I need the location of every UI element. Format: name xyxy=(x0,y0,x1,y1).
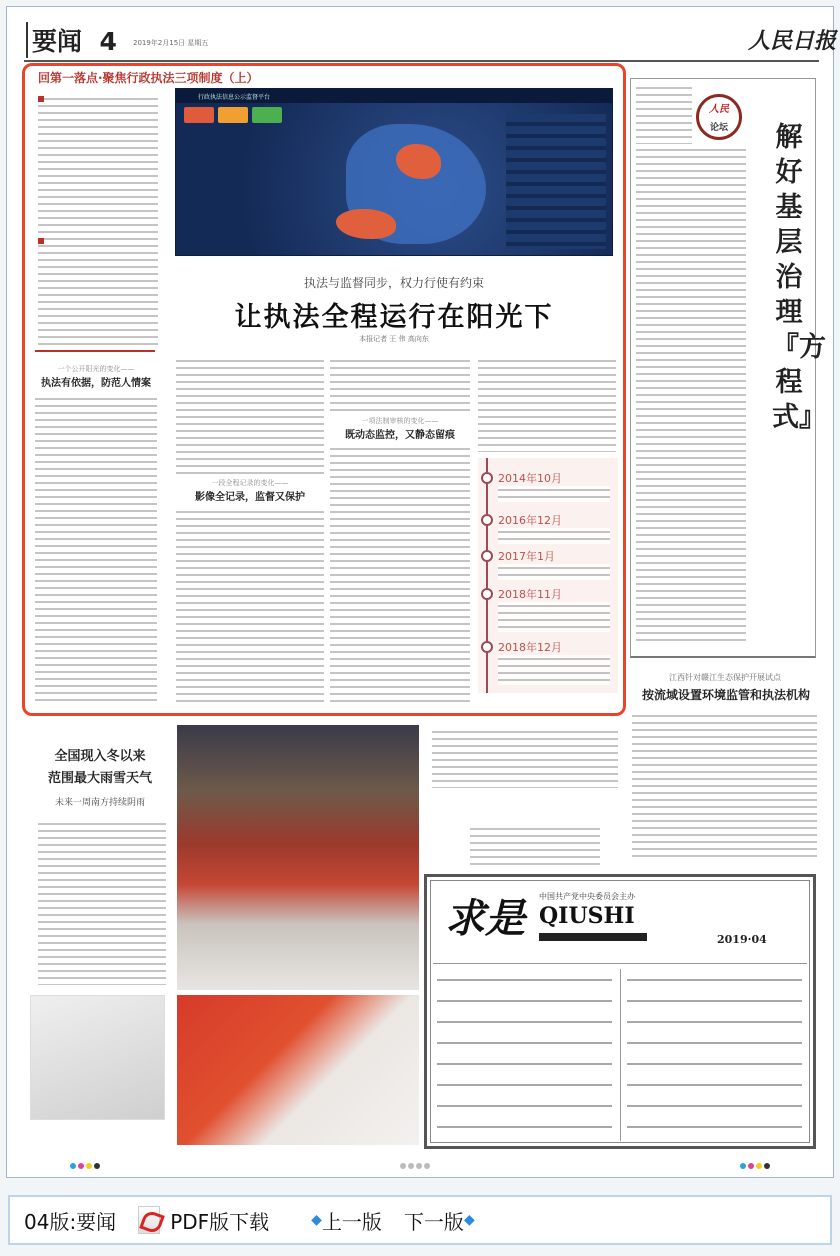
body-text xyxy=(432,728,618,788)
arrow-left-icon: ◆ xyxy=(311,1212,322,1228)
commentary-badge-icon: 人民 论坛 xyxy=(696,94,742,140)
subhead-text: 既动态监控，又静态留痕 xyxy=(345,430,455,441)
section-title: 要闻 4 xyxy=(26,22,117,58)
qiushi-ad xyxy=(424,874,816,1149)
timeline-date: 2018年12月 xyxy=(498,641,562,654)
subhead-kicker: 一段全程记录的变化—— xyxy=(211,479,289,487)
timeline-date: 2014年10月 xyxy=(498,472,562,485)
color-registration-marks xyxy=(400,1154,432,1173)
masthead-logo: 人民日报 xyxy=(748,28,837,54)
map-title: 行政执法信息公示监督平台 xyxy=(176,89,612,103)
timeline-date: 2017年1月 xyxy=(498,550,555,563)
body-text xyxy=(38,820,166,985)
issue-date: 2019年2月15日 星期五 xyxy=(133,39,209,47)
snow-photo xyxy=(30,995,165,1120)
timeline-date: 2016年12月 xyxy=(498,514,562,527)
next-label: 下一版 xyxy=(403,1209,464,1234)
contents-list xyxy=(627,971,802,1139)
qiushi-issue: 2019·04 xyxy=(717,933,767,946)
subhead-kicker: 一个公开阳光的变化—— xyxy=(57,365,135,373)
feature-byline: 本报记者 王 伟 高向东 xyxy=(359,335,429,343)
body-text xyxy=(636,146,746,646)
highlight-frame[interactable] xyxy=(22,63,626,716)
jiangxi-title: 按流域设置环境监管和执法机构 xyxy=(641,688,810,702)
feature-title: 让执法全程运行在阳光下 xyxy=(234,302,554,333)
qiushi-name: QIUSHI xyxy=(539,903,635,929)
qiushi-banner xyxy=(539,933,647,941)
subhead-text: 影像全记录，监督又保护 xyxy=(195,492,305,503)
lanterns-snow-photo xyxy=(177,995,419,1145)
body-text xyxy=(632,712,817,860)
prev-page-link[interactable] xyxy=(311,1206,382,1235)
color-registration-marks xyxy=(70,1154,102,1173)
next-page-link[interactable] xyxy=(404,1206,475,1235)
feature-subtitle: 执法与监督同步，权力行使有约束 xyxy=(303,276,484,290)
commentary-title: 解好基层治理『方程式』 xyxy=(772,122,826,433)
arrow-right-icon: ◆ xyxy=(463,1212,475,1228)
contents-list xyxy=(437,971,612,1139)
snow-subtitle: 未来一周南方持续阴雨 xyxy=(54,798,145,808)
timeline-date: 2018年11月 xyxy=(498,588,562,601)
jiangxi-kicker: 江西针对赣江生态保护开展试点 xyxy=(669,673,781,682)
qiushi-logo: 求是 xyxy=(445,895,525,942)
divider xyxy=(433,963,807,964)
page-nav-bar xyxy=(8,1195,832,1245)
pdf-icon xyxy=(138,1206,160,1234)
edition-label: 04版:要闻 xyxy=(24,1209,117,1234)
pdf-download-link[interactable] xyxy=(138,1206,269,1235)
body-text xyxy=(470,825,600,870)
snow-title: 全国现入冬以来 范围最大雨雪天气 xyxy=(47,749,152,786)
prev-label: 上一版 xyxy=(321,1209,382,1234)
feature-kicker: 回第一落点·聚焦行政执法三项制度（上） xyxy=(38,71,259,85)
subhead-kicker: 一项法制审核的变化—— xyxy=(361,417,439,425)
pdf-label: PDF版下载 xyxy=(170,1209,270,1234)
qiushi-publisher: 中国共产党中央委员会主办 xyxy=(539,892,635,901)
header-rule xyxy=(24,60,819,62)
divider xyxy=(620,969,621,1141)
subhead-text: 执法有依据，防范人情案 xyxy=(41,378,151,389)
body-text xyxy=(636,84,692,144)
palace-snow-photo xyxy=(177,725,419,990)
color-registration-marks xyxy=(740,1154,772,1173)
